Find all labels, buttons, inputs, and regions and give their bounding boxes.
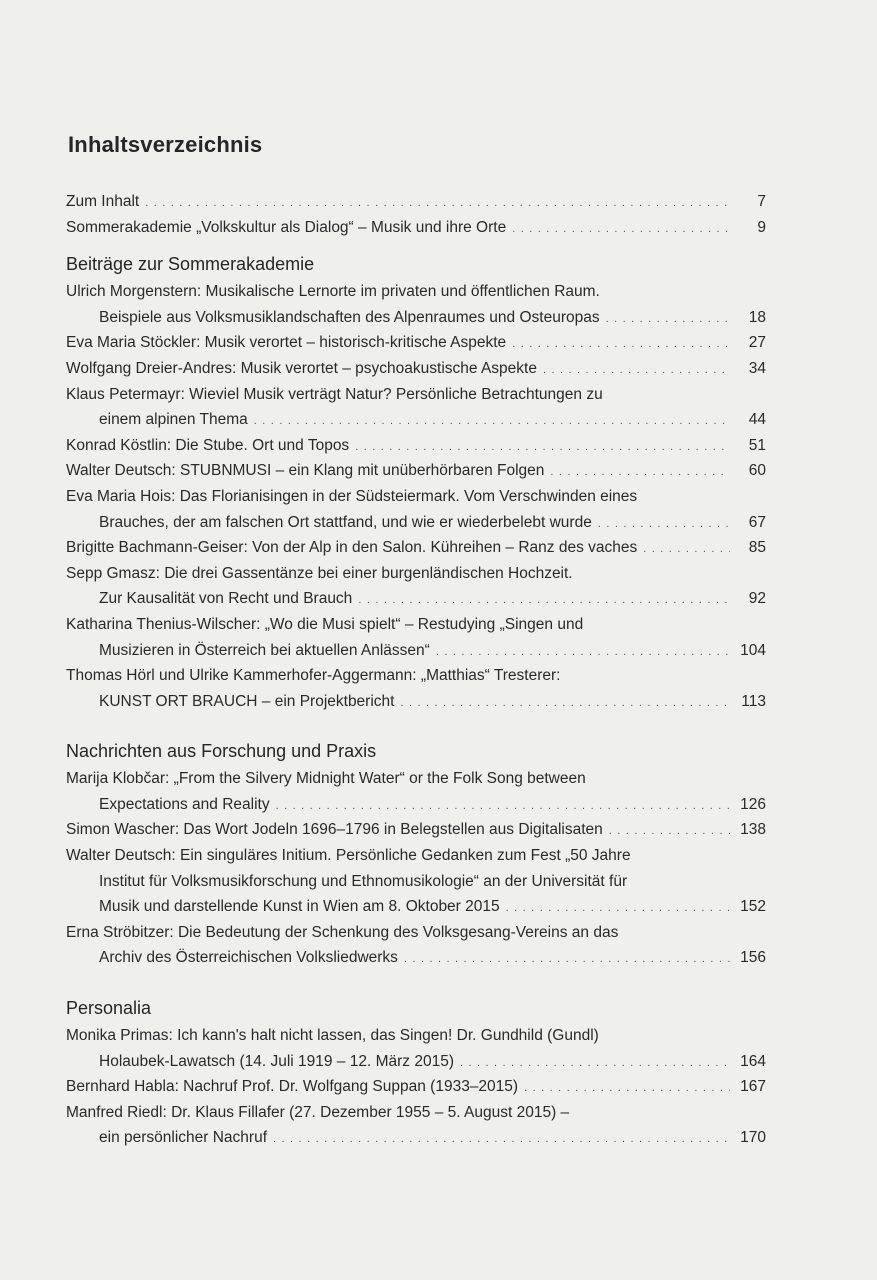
toc-entry-text: Marija Klobčar: „From the Silvery Midnight Water“ or the Folk Song between (66, 770, 586, 788)
page-number: 34 (748, 359, 766, 377)
toc-entry-text: Brigitte Bachmann-Geiser: Von der Alp in den Salon. Kühreihen – Ranz des vaches (66, 539, 638, 557)
toc-entry-text: Simon Wascher: Das Wort Jodeln 1696–1796 in Belegstellen aus Digitalisaten (66, 821, 603, 839)
toc-entry (66, 817, 766, 843)
dot-leader (524, 1076, 730, 1102)
toc-entry-text: Zur Kausalität von Recht und Brauch (99, 590, 353, 608)
toc-entry (66, 189, 766, 215)
table-of-contents (66, 189, 766, 1151)
page-number: 18 (748, 308, 766, 326)
toc-entry-text: Katharina Thenius-Wilscher: „Wo die Musi spielt“ – Restudying „Singen und (66, 615, 584, 633)
toc-entry-text: Sepp Gmasz: Die drei Gassentänze bei einer burgenländischen Hochzeit. (66, 564, 573, 582)
dot-leader (550, 460, 730, 486)
page-number: 170 (740, 1129, 766, 1147)
toc-entry-line (66, 458, 766, 484)
toc-entry-line (66, 1074, 766, 1100)
dot-leader (506, 896, 730, 922)
toc-entry-line (66, 215, 766, 241)
toc-entry-text: Archiv des Österreichischen Volksliedwerks (99, 949, 398, 967)
toc-entry-continuation (66, 305, 766, 331)
toc-entry-continuation (66, 945, 766, 971)
page-number: 138 (740, 821, 766, 839)
page-number: 92 (748, 590, 766, 608)
dot-leader (358, 588, 730, 614)
toc-entry-line (66, 382, 766, 408)
toc-entry (66, 612, 766, 663)
dot-leader (273, 1127, 730, 1153)
dot-leader (254, 409, 730, 435)
toc-entry-text: ein persönlicher Nachruf (99, 1129, 268, 1147)
toc-entry-continuation (66, 792, 766, 818)
toc-entry-text: einem alpinen Thema (99, 411, 248, 429)
page-number: 85 (748, 539, 766, 557)
toc-entry-text: Eva Maria Hois: Das Florianisingen in der Südsteiermark. Vom Verschwinden eines (66, 487, 638, 505)
section-heading: Beiträge zur Sommerakademie (66, 254, 315, 275)
toc-entry (66, 843, 766, 920)
page-number: 60 (748, 462, 766, 480)
toc-entry-text: Musizieren in Österreich bei aktuellen Anlässen“ (99, 641, 430, 659)
toc-entry (66, 1023, 766, 1074)
dot-leader (400, 691, 730, 717)
toc-entry-text: Institut für Volksmusikforschung und Ethnomusikologie“ an der Universität für (99, 872, 628, 890)
page-number: 152 (740, 898, 766, 916)
page-number: 7 (757, 193, 766, 210)
toc-entry-line (66, 189, 766, 215)
toc-entry-text: Thomas Hörl und Ulrike Kammerhofer-Aggermann: „Matthias“ Tresterer: (66, 667, 561, 685)
page-number: 9 (757, 218, 766, 236)
toc-entry-text: Zum Inhalt (66, 193, 140, 210)
toc-entry-continuation (66, 1049, 766, 1075)
toc-entry-line (66, 433, 766, 459)
toc-entry (66, 382, 766, 433)
dot-leader (512, 332, 730, 358)
toc-entry-continuation (66, 510, 766, 536)
toc-entry-continuation (66, 638, 766, 664)
toc-entry-line (66, 561, 766, 587)
toc-entry (66, 458, 766, 484)
page-title: Inhaltsverzeichnis (68, 132, 263, 157)
dot-leader (276, 794, 730, 820)
page-number: 164 (740, 1052, 766, 1070)
toc-entry-text: Bernhard Habla: Nachruf Prof. Dr. Wolfgang Suppan (1933–2015) (66, 1078, 519, 1096)
dot-leader (145, 191, 730, 217)
toc-entry-text: Musik und darstellende Kunst in Wien am 8. Oktober 2015 (99, 898, 500, 916)
page-number: 44 (748, 411, 766, 429)
toc-entry-continuation (66, 894, 766, 920)
page-number: 104 (740, 641, 766, 659)
toc-entry-text: Brauches, der am falschen Ort stattfand, und wie er wiederbelebt wurde (99, 513, 592, 531)
toc-entry (66, 663, 766, 714)
toc-entry-line (66, 356, 766, 382)
page-number: 113 (741, 692, 766, 710)
toc-entry-line (66, 535, 766, 561)
toc-entry (66, 766, 766, 817)
page-number: 27 (748, 334, 766, 352)
dot-leader (404, 947, 730, 973)
toc-entry-line (66, 1023, 766, 1049)
toc-entry-text: Monika Primas: Ich kann's halt nicht lassen, das Singen! Dr. Gundhild (Gundl) (66, 1027, 599, 1045)
toc-entry-text: Erna Ströbitzer: Die Bedeutung der Schenkung des Volksgesang-Vereins an das (66, 923, 619, 941)
toc-entry-line (66, 484, 766, 510)
dot-leader (643, 537, 730, 563)
toc-entry-line (66, 612, 766, 638)
toc-entry-text: Wolfgang Dreier-Andres: Musik verortet – psychoakustische Aspekte (66, 359, 537, 377)
toc-entry-text: Klaus Petermayr: Wieviel Musik verträgt Natur? Persönliche Betrachtungen zu (66, 385, 603, 403)
toc-entry-line (66, 817, 766, 843)
toc-entry-text: Beispiele aus Volksmusiklandschaften des Alpenraumes und Osteuropas (99, 308, 600, 326)
toc-entry-line (66, 663, 766, 689)
toc-entry-line (66, 330, 766, 356)
toc-entry-continuation (66, 1125, 766, 1151)
page-number: 156 (740, 949, 766, 967)
toc-entry-continuation (66, 407, 766, 433)
dot-leader (606, 307, 730, 333)
toc-entry (66, 535, 766, 561)
toc-entry (66, 920, 766, 971)
toc-entry-line (66, 1100, 766, 1126)
toc-entry (66, 433, 766, 459)
dot-leader (460, 1051, 730, 1077)
toc-entry-continuation (66, 586, 766, 612)
toc-entry-text: Walter Deutsch: Ein singuläres Initium. Persönliche Gedanken zum Fest „50 Jahre (66, 847, 631, 865)
toc-entry-text: Walter Deutsch: STUBNMUSI – ein Klang mit unüberhörbaren Folgen (66, 462, 545, 480)
toc-entry-text: Ulrich Morgenstern: Musikalische Lernorte im privaten und öffentlichen Raum. (66, 283, 600, 301)
toc-entry-text: Expectations and Reality (99, 795, 270, 813)
dot-leader (512, 217, 730, 243)
toc-entry-text: Manfred Riedl: Dr. Klaus Fillafer (27. Dezember 1955 – 5. August 2015) – (66, 1103, 570, 1121)
toc-entry-text: Holaubek-Lawatsch (14. Juli 1919 – 12. März 2015) (99, 1052, 454, 1070)
page-number: 167 (740, 1078, 766, 1096)
toc-entry (66, 279, 766, 330)
dot-leader (355, 435, 730, 461)
section-heading: Personalia (66, 998, 152, 1019)
toc-entry (66, 484, 766, 535)
toc-entry-text: Sommerakademie „Volkskultur als Dialog“ – Musik und ihre Orte (66, 218, 507, 236)
toc-entry-line (66, 279, 766, 305)
toc-entry-continuation (66, 689, 766, 715)
toc-entry (66, 356, 766, 382)
toc-entry-text: Eva Maria Stöckler: Musik verortet – historisch-kritische Aspekte (66, 334, 507, 352)
page-number: 51 (748, 436, 766, 454)
toc-entry-continuation (66, 869, 766, 895)
dot-leader (436, 640, 730, 666)
toc-entry-text: Konrad Köstlin: Die Stube. Ort und Topos (66, 436, 350, 454)
toc-entry-line (66, 920, 766, 946)
section-heading: Nachrichten aus Forschung und Praxis (66, 741, 377, 762)
page-number: 126 (740, 795, 766, 813)
dot-leader (598, 512, 730, 538)
toc-entry-line (66, 766, 766, 792)
dot-leader (609, 819, 730, 845)
page-number: 67 (748, 513, 766, 531)
toc-entry (66, 330, 766, 356)
dot-leader (543, 358, 730, 384)
toc-entry (66, 561, 766, 612)
toc-entry (66, 1100, 766, 1151)
toc-entry (66, 215, 766, 241)
toc-entry (66, 1074, 766, 1100)
toc-entry-line (66, 843, 766, 869)
toc-entry-text: KUNST ORT BRAUCH – ein Projektbericht (99, 692, 395, 710)
